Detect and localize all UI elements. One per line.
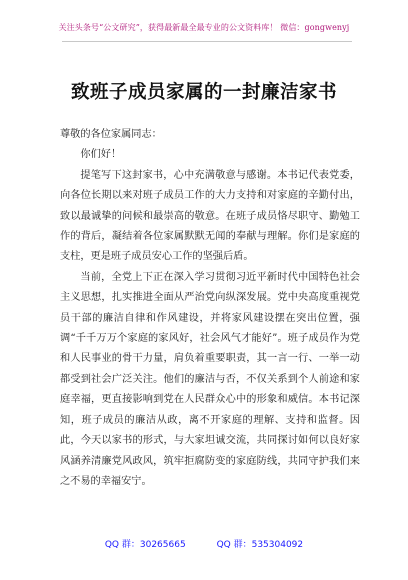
header-divider	[62, 41, 352, 42]
greeting: 你们好！	[80, 149, 122, 161]
paragraph-1: 提笔写下这封家书，心中充满敬意与感谢。本书记代表党委，向各位长期以来对班子成员工作的大力支持和对家庭的辛勤付出，致以最诚挚的问候和最崇高的敬意。在班子成员恪尽职守、勤勉工作的背后，凝结着各位家属默默无闻的奉献与理解。你们是家庭的支柱，更是班子成员安心工作的坚强后盾。	[60, 169, 360, 263]
header-note: 关注头条号“公文研究”，获得最新最全最专业的公文资料库！ 微信：gongwenyj	[58, 23, 350, 32]
salutation: 尊敬的各位家属同志：	[60, 129, 162, 140]
paragraph-2: 当前，全党上下正在深入学习贯彻习近平新时代中国特色社会主义思想，扎实推进全面从严治党向纵深发展。党中央高度重视党员干部的廉洁自律和作风建设，并将家风建设摆在突出位置，强调“千千万万个家庭的家风好，社会风气才能好”。班子成员作为党和人民事业的骨干力量，肩负着重要职责，其一言一行、一举一动都受到社会广泛关注。他们的廉洁与否，不仅关系到个人前途和家庭幸福，更直接影响到党在人民群众心中的形象和威信。本书记深知，班子成员的廉洁从政，离不开家庭的理解、支持和监督。因此，今天以家书的形式，与大家坦诚交流，共同探讨如何以良好家风涵养清廉党风政风，筑牢拒腐防变的家庭防线，共同守护我们来之不易的幸福安宁。	[60, 271, 360, 487]
footer	[0, 537, 408, 550]
document-title: 致班子成员家属的一封廉洁家书	[70, 82, 337, 103]
letter-body	[60, 125, 360, 492]
qq-group-2: QQ 群：535304092	[216, 540, 304, 550]
qq-group-1: QQ 群：30265665	[104, 540, 186, 550]
